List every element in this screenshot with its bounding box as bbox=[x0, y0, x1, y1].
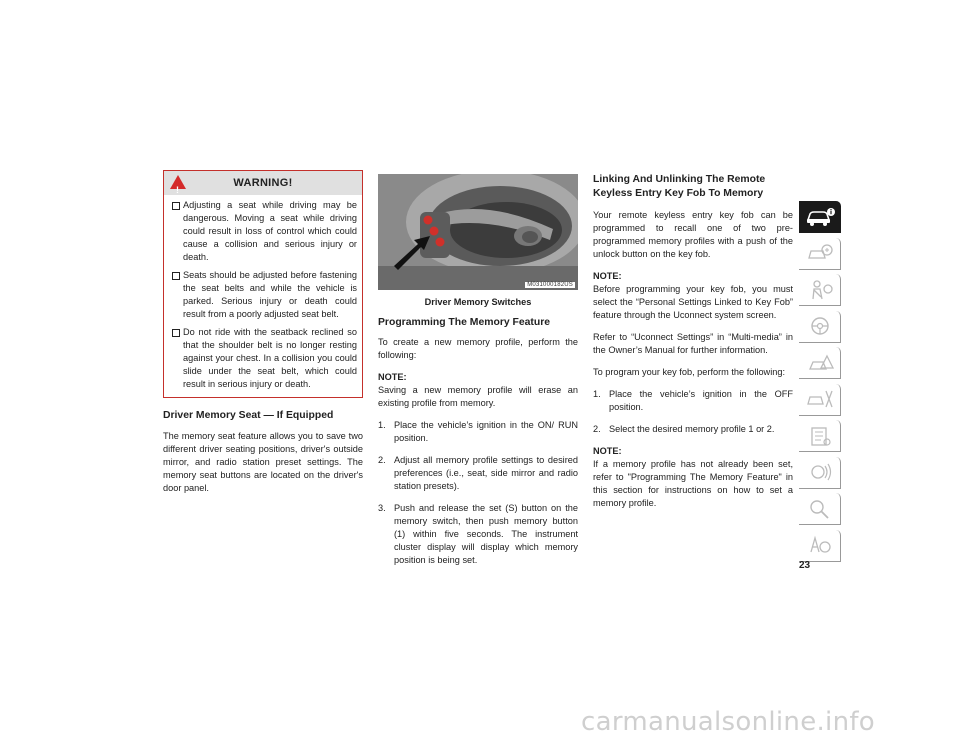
specifications-icon bbox=[805, 425, 835, 447]
tab-starting-operating[interactable] bbox=[799, 311, 841, 343]
step-item: 2. Adjust all memory profile settings to desired preferences (i.e., seat, side mirror and radio station presets). bbox=[378, 455, 578, 491]
hazard-warning-icon bbox=[805, 352, 835, 374]
figure-caption: Driver Memory Switches bbox=[424, 297, 532, 307]
warning-item: Do not ride with the seatback reclined so that the shoulder belt is no longer resting against your chest. In a collision you could slide under the seat belt, which could result in serious injury or death. bbox=[170, 326, 357, 391]
step-item: 1. Place the vehicle’s ignition in the OFF position. bbox=[593, 389, 793, 412]
tab-safety[interactable] bbox=[799, 274, 841, 306]
tab-index[interactable] bbox=[799, 493, 841, 525]
multimedia-icon bbox=[805, 461, 835, 483]
chapter-tabs bbox=[799, 201, 842, 566]
section-title-driver-memory: Driver Memory Seat — If Equipped bbox=[163, 410, 334, 421]
bullet-square-icon bbox=[172, 272, 180, 280]
tab-multimedia[interactable] bbox=[799, 457, 841, 489]
step-item: 1. Place the vehicle’s ignition in the ON/ RUN position. bbox=[378, 420, 578, 443]
tab-specifications[interactable] bbox=[799, 420, 841, 452]
note-label: NOTE: bbox=[593, 446, 622, 456]
watermark: carmanualsonline.info bbox=[581, 707, 876, 737]
to-program-paragraph: To program your key fob, perform the following: bbox=[593, 367, 786, 377]
programming-intro: To create a new memory profile, perform the following: bbox=[378, 337, 578, 360]
tab-getting-to-know-vehicle[interactable] bbox=[799, 201, 841, 233]
car-info-icon bbox=[805, 207, 835, 227]
memory-switches-photo bbox=[378, 174, 578, 290]
tab-dashboard[interactable] bbox=[799, 238, 841, 270]
section-title-programming: Programming The Memory Feature bbox=[378, 317, 551, 328]
right-column bbox=[593, 173, 793, 519]
dashboard-lights-icon bbox=[805, 242, 835, 264]
warning-triangle-icon: ! bbox=[170, 175, 186, 189]
note-text: Saving a new memory profile will erase an existing profile from memory. bbox=[378, 385, 578, 408]
note-text: If a memory profile has not already been set, refer to "Programming The Memory Feature" in this section for instructions on how to set a memory profile. bbox=[593, 459, 793, 508]
warning-header bbox=[164, 171, 362, 195]
languages-icon bbox=[805, 534, 835, 556]
note-label: NOTE: bbox=[378, 372, 407, 382]
warning-box bbox=[163, 170, 363, 398]
note-text: Before programming your key fob, you must select the “Personal Settings Linked to Key Fob” feature through the Uconnect system screen. bbox=[593, 284, 793, 320]
step-item: 2. Select the desired memory profile 1 or 2. bbox=[593, 424, 775, 434]
driver-memory-paragraph: The memory seat feature allows you to save two different driver seating positions, driver's outside mirror, and radio station preset settings. The memory seat buttons are located on the driver's door panel. bbox=[163, 431, 363, 493]
section-title-linking: Linking And Unlinking The Remote Keyless Entry Key Fob To Memory bbox=[593, 174, 766, 199]
warning-item: Seats should be adjusted before fastening the seat belts and while the vehicle is parked. Serious injury or death could result from a poorly adjusted seat belt. bbox=[170, 269, 357, 321]
tab-emergency[interactable] bbox=[799, 347, 841, 379]
seatbelt-airbag-icon bbox=[805, 279, 835, 301]
step-item: 3. Push and release the set (S) button on the memory switch, then push memory button (1) within five seconds. The instrument cluster display will display which memory position is being set. bbox=[378, 503, 578, 565]
bullet-square-icon bbox=[172, 202, 180, 210]
door-panel-illustration bbox=[378, 174, 578, 290]
tab-languages[interactable] bbox=[799, 530, 841, 562]
note-label: NOTE: bbox=[593, 271, 622, 281]
index-search-icon bbox=[805, 498, 835, 520]
warning-title: WARNING! bbox=[233, 177, 293, 189]
refer-paragraph: Refer to “Uconnect Settings” in “Multi-media” in the Owner’s Manual for further information. bbox=[593, 332, 793, 355]
warning-item: Adjusting a seat while driving may be dangerous. Moving a seat while driving could result in loss of control which could cause a collision and serious injury or death. bbox=[170, 199, 357, 264]
bullet-square-icon bbox=[172, 329, 180, 337]
left-column bbox=[163, 170, 363, 495]
tab-servicing[interactable] bbox=[799, 384, 841, 416]
image-id-label: M031000182US bbox=[527, 282, 573, 288]
page-number: 23 bbox=[799, 560, 811, 571]
steering-wheel-icon bbox=[805, 315, 835, 337]
car-service-icon bbox=[805, 388, 835, 410]
middle-column bbox=[378, 174, 578, 576]
linking-intro: Your remote keyless entry key fob can be programmed to recall one of two pre-programmed memory profiles with a push of the unlock button on the key fob. bbox=[593, 210, 793, 259]
warning-list bbox=[164, 195, 362, 397]
